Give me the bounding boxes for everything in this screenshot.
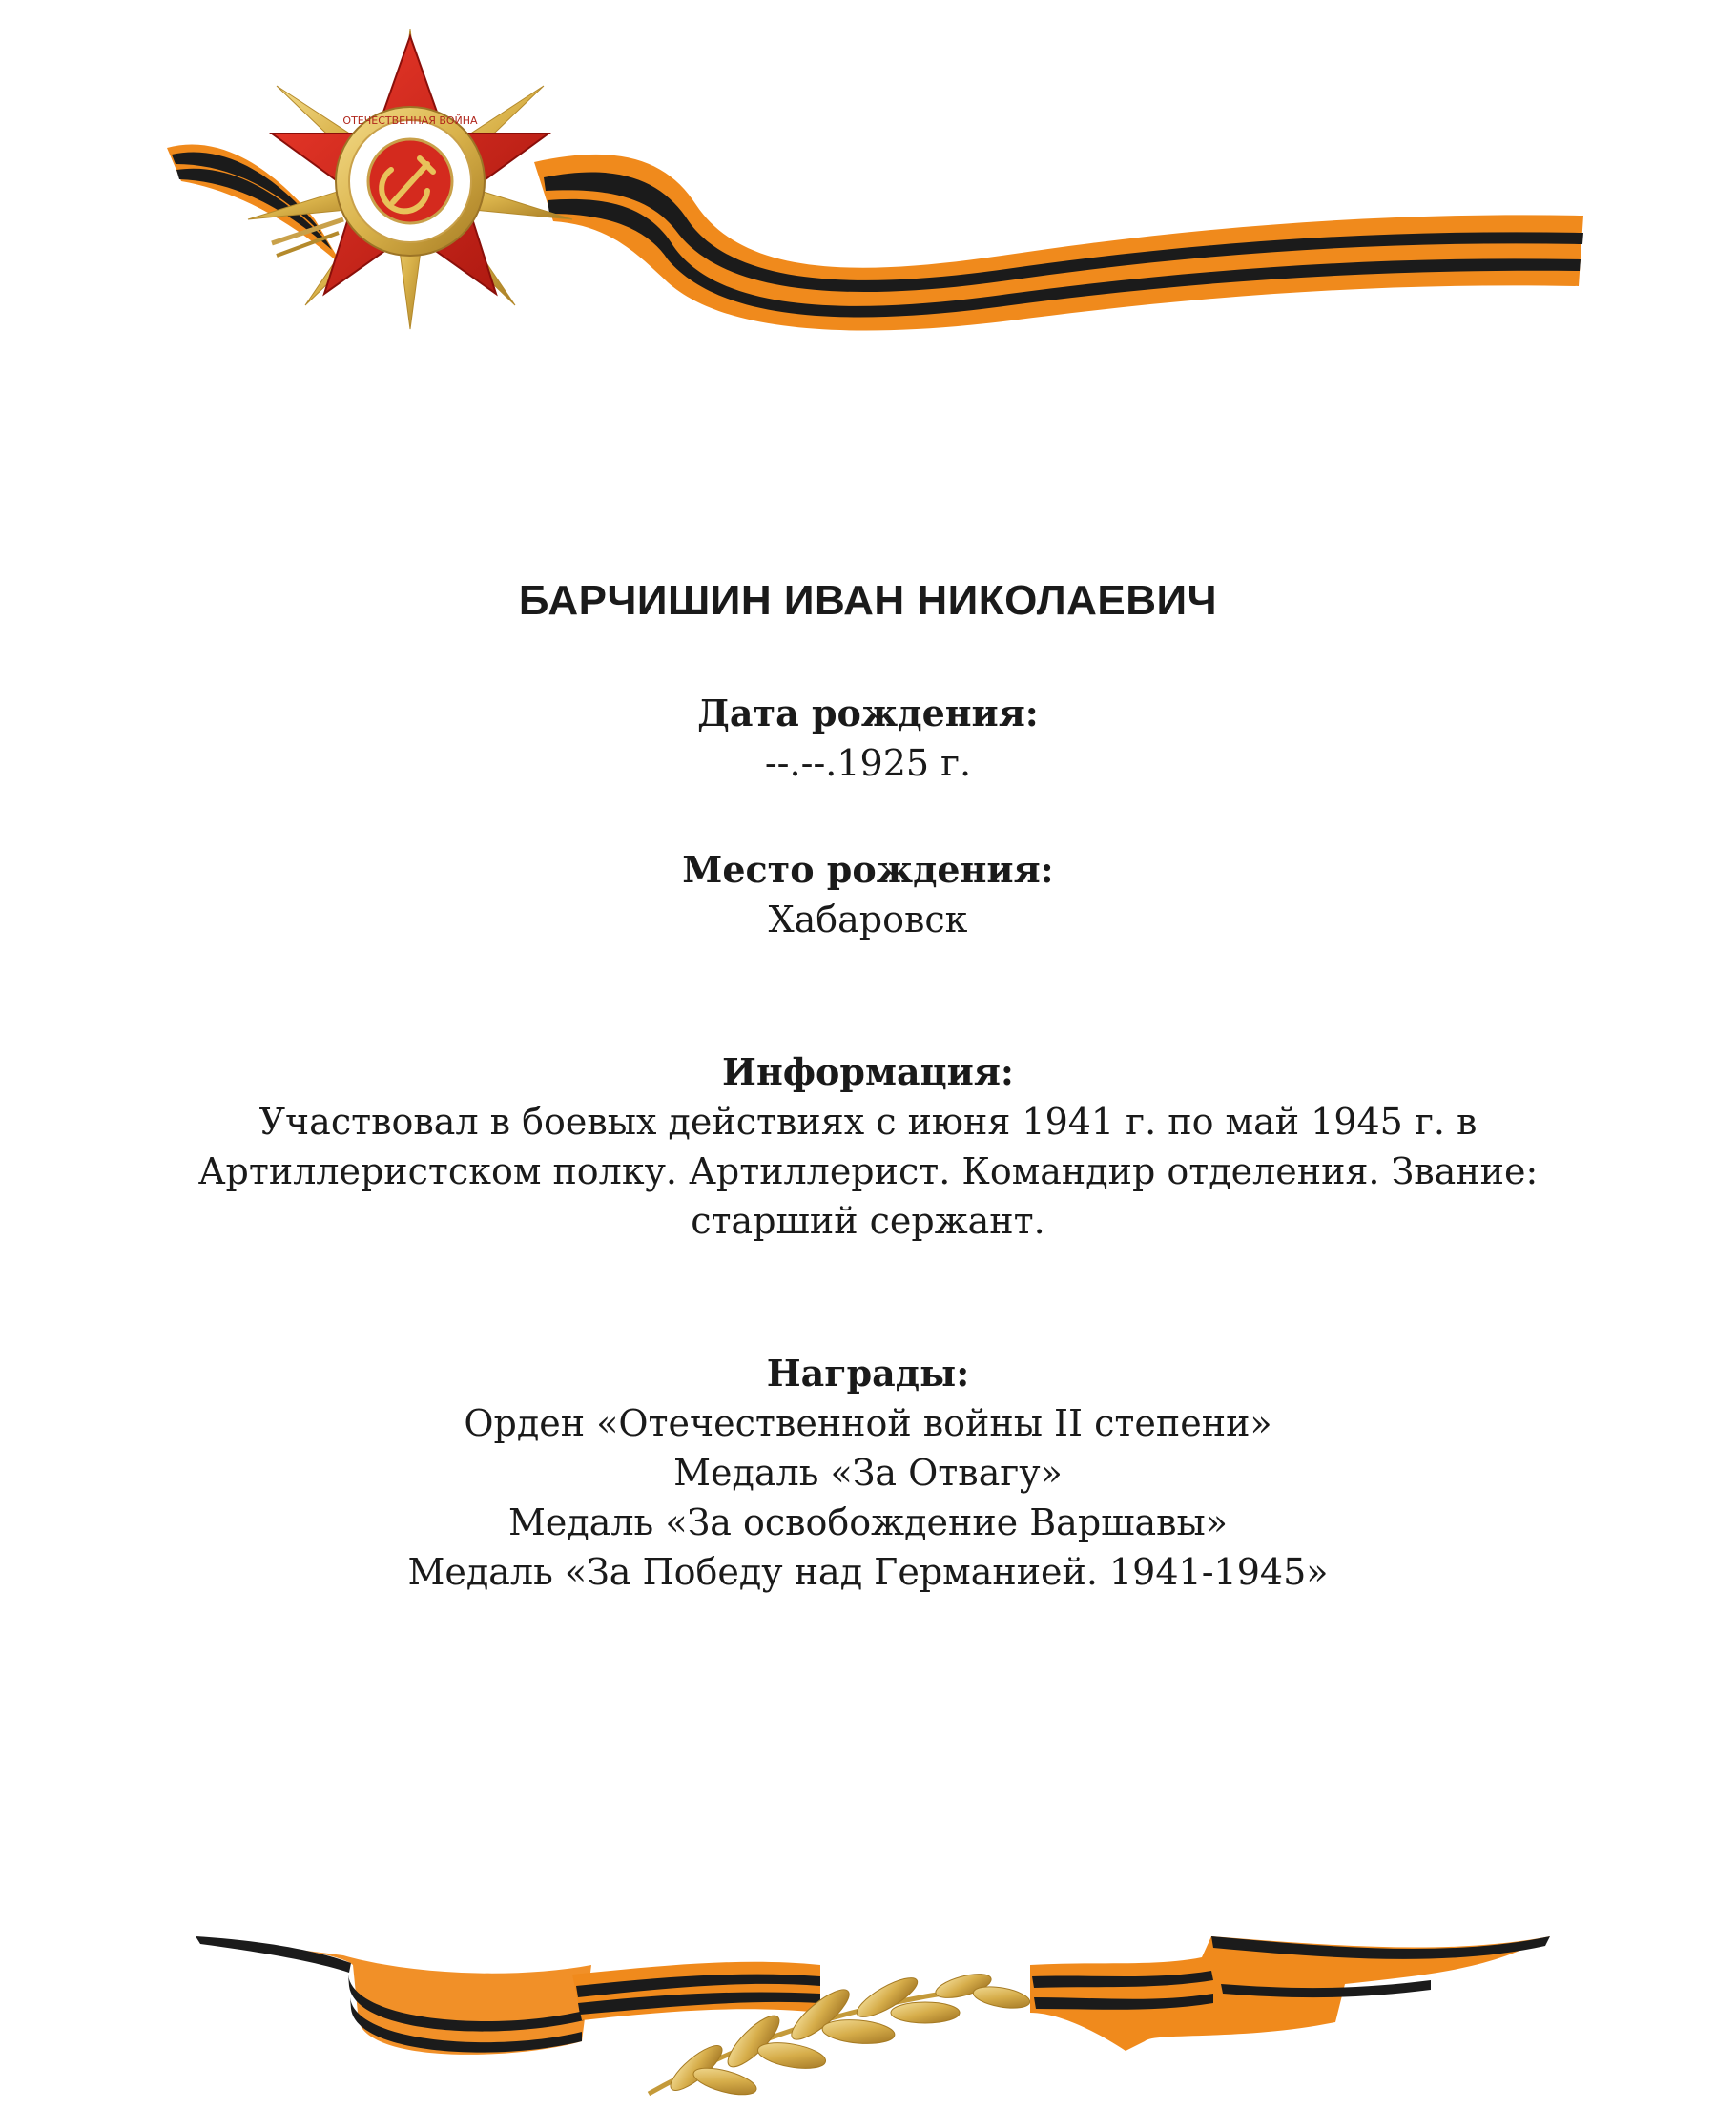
info-line: старший сержант. [691,1200,1045,1242]
birth-place-value: Хабаровск [768,899,968,941]
birth-place-label: Место рождения: [682,848,1054,891]
awards-section [0,1349,1736,1597]
top-ribbon-medal-decoration [0,0,1736,362]
award-item: Медаль «За освобождение Варшавы» [507,1501,1229,1543]
birth-date-value: --.--.1925 г. [764,742,972,784]
order-patriotic-war-medal [248,29,572,329]
award-item: Медаль «За Отвагу» [673,1452,1063,1494]
st-george-ribbon-right [534,155,1583,331]
medal-emblem-text: ОТЕЧЕСТВЕННАЯ ВОЙНА [342,114,478,127]
awards-list [0,1398,1736,1597]
person-name: БАРЧИШИН ИВАН НИКОЛАЕВИЧ [518,577,1218,624]
awards-label: Награды: [766,1352,970,1395]
info-line: Артиллеристском полку. Артиллерист. Командир отделения. Звание: [197,1150,1539,1192]
award-item: Медаль «За Победу над Германией. 1941-1945» [407,1551,1329,1593]
birth-date-section [0,689,1736,788]
birth-date-label: Дата рождения: [697,692,1039,734]
award-item: Орден «Отечественной войны II степени» [464,1402,1272,1444]
info-label: Информация: [722,1050,1014,1093]
birth-place-section [0,845,1736,944]
info-section [0,1047,1736,1246]
info-line: Участвовал в боевых действиях с июня 1941 г. по май 1945 г. в [258,1101,1478,1143]
info-text [124,1097,1612,1246]
bottom-ribbon-laurel-decoration [0,1898,1736,2109]
